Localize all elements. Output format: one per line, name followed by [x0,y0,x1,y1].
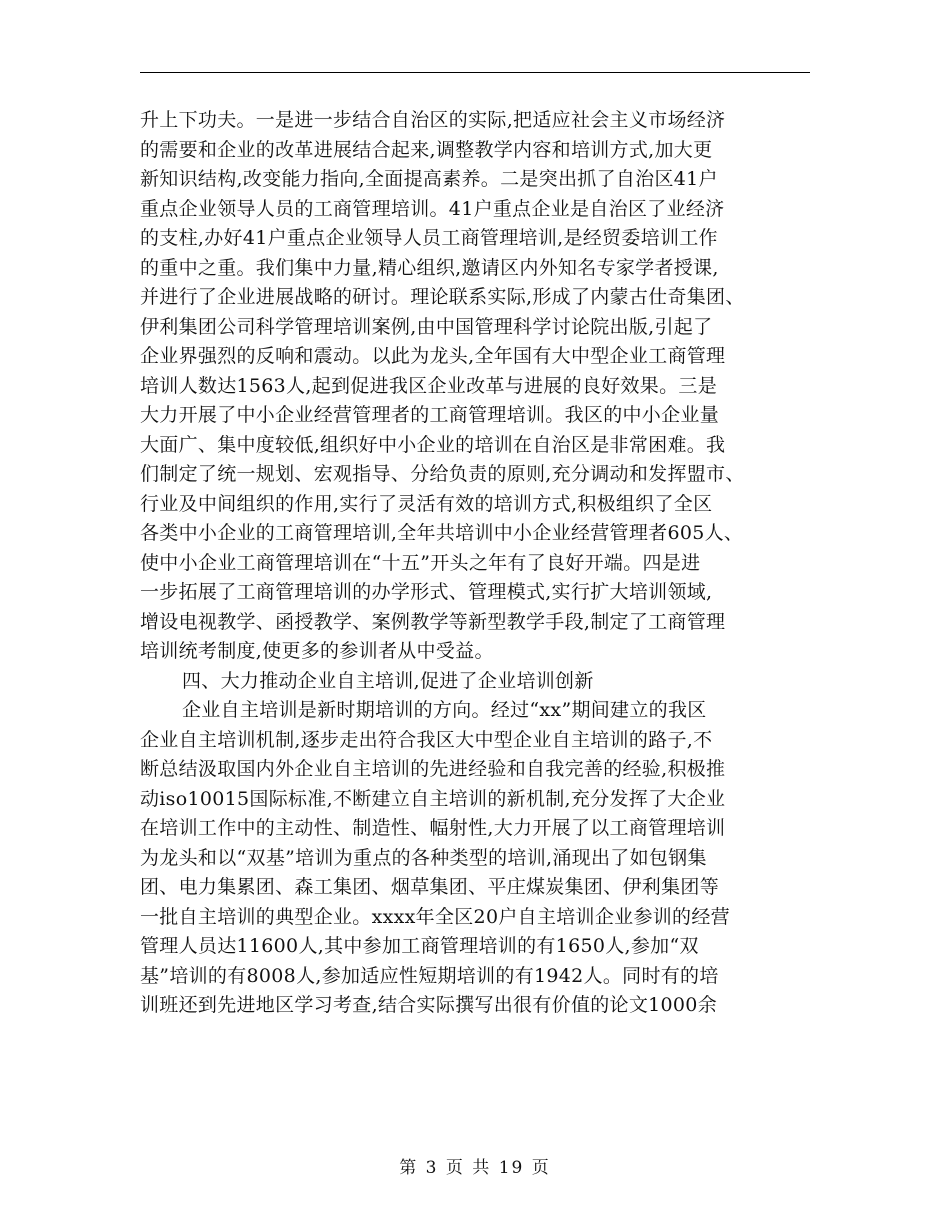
paragraph-line: 大面广、集中度较低,组织好中小企业的培训在自治区是非常困难。我 [140,433,726,456]
paragraph-line: 在培训工作中的主动性、制造性、幅射性,大力开展了以工商管理培训 [140,817,726,839]
paragraph-line: 伊利集团公司科学管理培训案例,由中国管理科学讨论院出版,引起了 [140,315,713,338]
paragraph-line: 基”培训的有8008人,参加适应性短期培训的有1942人。同时有的培 [140,964,719,987]
paragraph-line: 一批自主培训的典型企业。xxxx年全区20户自主培训企业参训的经营 [140,905,730,928]
paragraph-line: 培训统考制度,使更多的参训者从中受益。 [140,640,494,662]
header-rule [140,72,810,73]
page-number-footer: 第 3 页 共 19 页 [399,1158,551,1178]
paragraph-line: 团、电力集累团、森工集团、烟草集团、平庄煤炭集团、伊利集团等 [140,876,720,898]
paragraph-line: 企业自主培训机制,逐步走出符合我区大中型企业自主培训的路子,不 [140,728,713,751]
paragraph-line: 管理人员达11600人,其中参加工商管理培训的有1650人,参加“双 [140,935,699,957]
paragraph-line: 新知识结构,改变能力指向,全面提高素养。二是突出抓了自治区41户 [140,168,718,190]
section-heading: 四、大力推动企业自主培训,促进了企业培训创新 [182,669,594,692]
paragraph-line: 的重中之重。我们集中力量,精心组织,邀请区内外知名专家学者授课, [140,256,719,279]
paragraph-line: 动iso10015国际标准,不断建立自主培训的新机制,充分发挥了大企业 [140,787,726,810]
document-body [140,106,830,1021]
paragraph-line: 使中小企业工商管理培训在“十五”开头之年有了良好开端。四是进 [140,551,701,574]
paragraph-line: 企业界强烈的反响和震动。以此为龙头,全年国有大中型企业工商管理 [140,345,726,367]
paragraph-line: 大力开展了中小企业经营管理者的工商管理培训。我区的中小企业量 [140,404,720,426]
paragraph-line: 一步拓展了工商管理培训的办学形式、管理模式,实行扩大培训领域, [140,581,713,603]
paragraph-line: 断总结汲取国内外企业自主培训的先进经验和自我完善的经验,积极推 [140,758,726,780]
paragraph-line: 重点企业领导人员的工商管理培训。41户重点企业是自治区了业经济 [140,197,725,220]
paragraph-line: 行业及中间组织的作用,实行了灵活有效的培训方式,积极组织了全区 [140,492,713,515]
paragraph-line: 的支柱,办好41户重点企业领导人员工商管理培训,是经贸委培训工作 [140,227,718,249]
paragraph-line: 训班还到先进地区学习考查,结合实际撰写出很有价值的论文1000余 [140,994,717,1016]
paragraph-line: 并进行了企业进展战略的研讨。理论联系实际,形成了内蒙古仕奇集团、 [140,286,745,308]
paragraph-line: 培训人数达1563人,起到促进我区企业改革与进展的良好效果。三是 [140,374,717,397]
paragraph-line: 升上下功夫。一是进一步结合自治区的实际,把适应社会主义市场经济 [140,109,726,131]
paragraph-line: 各类中小企业的工商管理培训,全年共培训中小企业经营管理者605人、 [140,522,744,544]
paragraph-line: 的需要和企业的改革进展结合起来,调整教学内容和培训方式,加大更 [140,138,713,161]
paragraph-line: 们制定了统一规划、宏观指导、分给负责的原则,充分调动和发挥盟市、 [140,463,745,485]
paragraph-line: 企业自主培训是新时期培训的方向。经过“xx”期间建立的我区 [182,699,707,721]
paragraph-line: 为龙头和以“双基”培训为重点的各种类型的培训,涌现出了如包钢集 [140,846,707,869]
paragraph-line: 增设电视教学、函授教学、案例教学等新型教学手段,制定了工商管理 [140,610,726,633]
